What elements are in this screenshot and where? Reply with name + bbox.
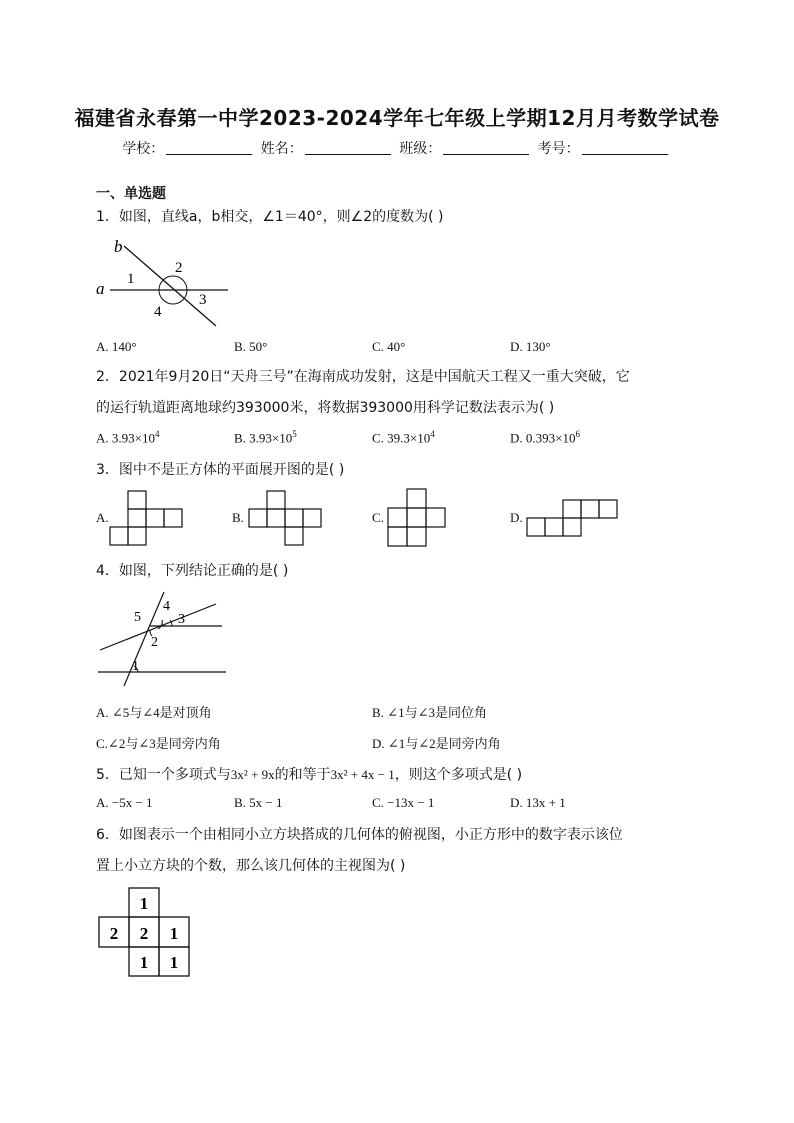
fig4-label-2: 2 [151,635,158,650]
question-6-top-view-grid [98,886,194,980]
exam-no-label: 考号： [537,141,580,157]
question-6-line1: 6．如图表示一个由相同小立方块搭成的几何体的俯视图，小正方形中的数字表示该位 [96,827,623,843]
grid-cell-right: 1 [169,924,179,943]
q3-net-c [384,488,450,548]
q3-option-c[interactable]: C. [372,510,384,525]
q5-option-c[interactable]: C. −13x − 1 [372,795,435,810]
grid-cell-center: 2 [139,924,149,943]
question-6-line2: 置上小立方块的个数，那么该几何体的主视图为( ) [96,858,406,874]
fig4-label-5: 5 [134,610,141,625]
q2-option-b[interactable]: B. $3.93\times 10^5$ [234,429,297,446]
q1-option-b[interactable]: B. 50° [234,339,268,354]
name-label: 姓名： [260,141,303,157]
q3-option-b[interactable]: B. [232,510,244,525]
exam-no-blank[interactable] [582,140,668,155]
q4-option-a[interactable]: A. ∠5与∠4是对顶角 [96,705,212,720]
grid-cell-left: 2 [109,924,119,943]
fig1-label-2: 2 [175,260,183,276]
q2-option-c[interactable]: C. $39.3\times 10^4$ [372,429,435,446]
question-5-text: 5．已知一个多项式与3x² + 9x的和等于3x² + 4x − 1，则这个多项式是( ) [96,767,523,783]
q5-expr-1: 3x² + 9x [230,767,275,782]
q5-expr-2: 3x² + 4x − 1 [330,767,395,782]
question-3-text: 3．图中不是正方体的平面展开图的是( ) [96,462,345,478]
question-4-text: 4．如图，下列结论正确的是( ) [96,563,289,579]
fig1-label-b: b [114,237,123,256]
q3-net-a [108,490,184,548]
grid-cell-bottom-right: 1 [169,953,179,972]
q3-option-a[interactable]: A. [96,510,109,525]
page-title: 福建省永春第一中学2023-2024学年七年级上学期12月月考数学试卷 [74,106,720,130]
student-info [0,138,794,158]
name-blank[interactable] [305,140,391,155]
q3-net-b [246,490,326,548]
section-heading: 一、单选题 [96,186,166,202]
school-label: 学校： [122,141,165,157]
q2-option-a[interactable]: A. $3.93\times 10^4$ [96,429,160,446]
q2-option-d[interactable]: D. $0.393\times 10^6$ [510,429,580,446]
fig4-label-4: 4 [163,599,170,614]
q4-option-b[interactable]: B. ∠1与∠3是同位角 [372,705,487,720]
q3-net-d [524,498,620,538]
question-4-figure [92,586,232,686]
q5-option-b[interactable]: B. 5x − 1 [234,795,283,810]
class-label: 班级： [399,141,442,157]
q1-option-d[interactable]: D. 130° [510,339,551,354]
fig1-label-a: a [96,279,105,298]
q3-option-d[interactable]: D. [510,510,523,525]
q4-option-d[interactable]: D. ∠1与∠2是同旁内角 [372,736,501,751]
grid-cell-bottom-center: 1 [139,953,149,972]
fig4-label-3: 3 [178,612,185,627]
fig1-label-1: 1 [127,271,135,287]
fig4-label-1: 1 [132,659,139,674]
q1-option-a[interactable]: A. 140° [96,339,137,354]
grid-cell-top: 1 [139,894,149,913]
question-2-line2: 的运行轨道距离地球约393000米，将数据393000用科学记数法表示为( ) [96,400,555,416]
q4-option-c[interactable]: C.∠2与∠3是同旁内角 [96,736,221,751]
q5-option-d[interactable]: D. 13x + 1 [510,795,566,810]
fig1-label-3: 3 [199,292,207,308]
school-blank[interactable] [166,140,252,155]
class-blank[interactable] [443,140,529,155]
fig1-label-4: 4 [154,304,162,320]
question-1-text: 1．如图，直线a，b相交，∠1＝40°，则∠2的度数为( ) [96,209,444,225]
q1-option-c[interactable]: C. 40° [372,339,406,354]
q5-option-a[interactable]: A. −5x − 1 [96,795,153,810]
question-1-figure [92,232,242,332]
question-2-line1: 2．2021年9月20日“天舟三号”在海南成功发射，这是中国航天工程又一重大突破，它 [96,369,630,385]
